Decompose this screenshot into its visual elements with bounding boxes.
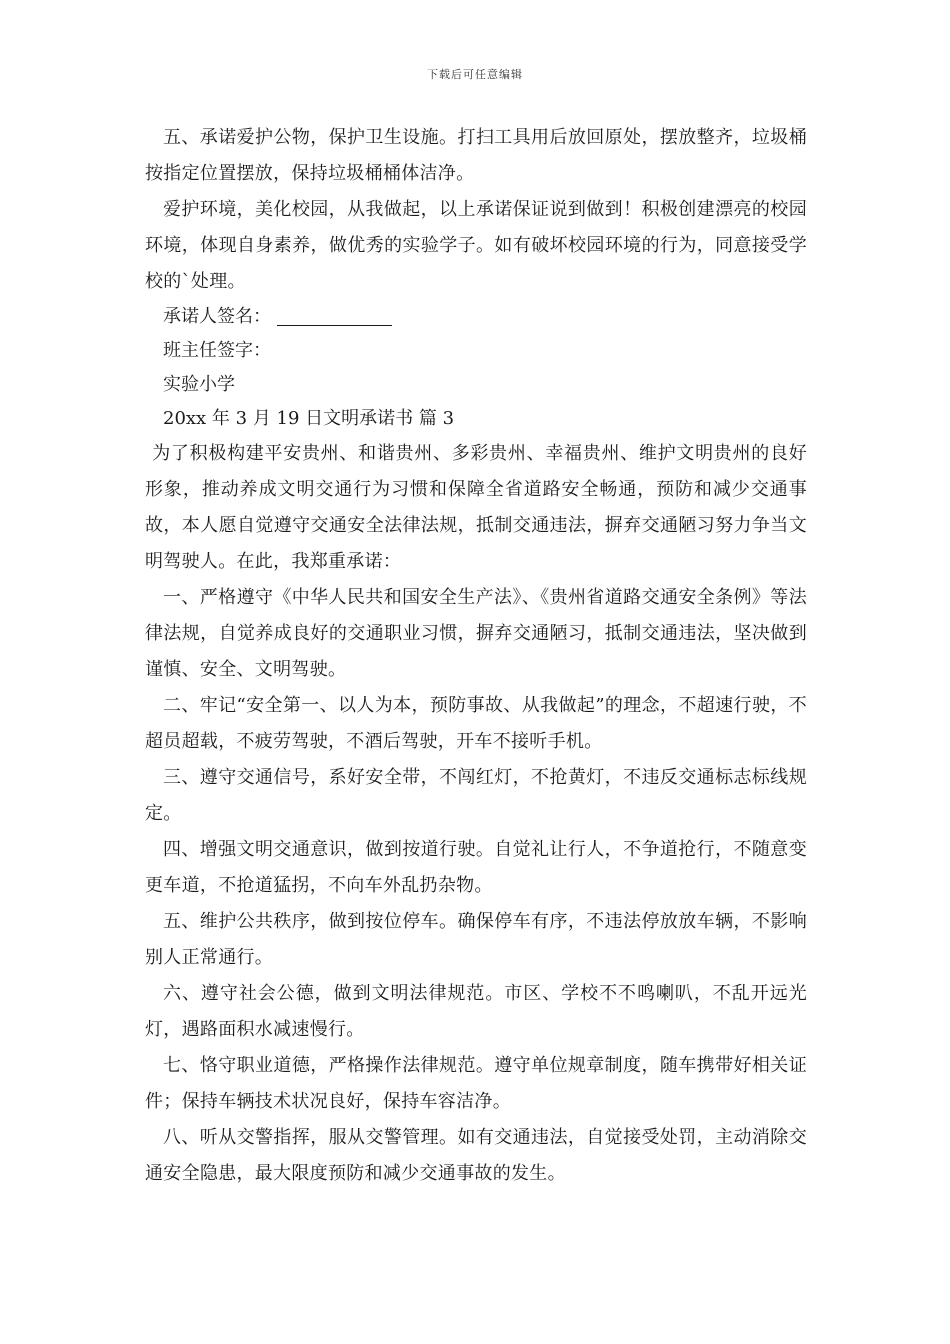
teacher-signature-label: 班主任签字： <box>163 340 271 361</box>
signature-blank <box>277 305 392 326</box>
commitment-item-3: 三、遵守交通信号，系好安全带，不闯红灯，不抢黄灯，不违反交通标志标线规定。 <box>145 767 807 824</box>
paragraph-closing: 爱护环境，美化校园，从我做起，以上承诺保证说到做到！积极创建漂亮的校园环境，体现自身素养，做优秀的实验学子。如有破坏校园环境的行为，同意接受学校的`处理。 <box>145 199 807 292</box>
commitment-item-2: 二、牢记“安全第一、以人为本，预防事故、从我做起”的理念，不超速行驶，不超员超载，不疲劳驾驶，不酒后驾驶，开车不接听手机。 <box>145 695 807 752</box>
signer-label: 承诺人签名： <box>163 306 271 327</box>
commitment-item-8: 八、听从交警指挥，服从交警管理。如有交通违法，自觉接受处罚，主动消除交通安全隐患，最大限度预防和减少交通事故的发生。 <box>145 1127 807 1184</box>
commitment-item-6: 六、遵守社会公德，做到文明法律规范。市区、学校不不鸣喇叭，不乱开远光灯，遇路面积水减速慢行。 <box>145 983 807 1040</box>
intro-paragraph: 为了积极构建平安贵州、和谐贵州、多彩贵州、幸福贵州、维护文明贵州的良好形象，推动养成文明交通行为习惯和保障全省道路安全畅通，预防和减少交通事故，本人愿自觉遵守交通安全法律法规，抵制交通违法，摒弃交通陋习努力争当文明驾驶人。在此，我郑重承诺： <box>145 443 807 572</box>
document-body <box>145 120 807 1192</box>
commitment-item-4: 四、增强文明交通意识，做到按道行驶。自觉礼让行人，不争道抢行，不随意变更车道，不抢道猛拐，不向车外乱扔杂物。 <box>145 839 807 896</box>
school-name: 实验小学 <box>163 374 235 395</box>
commitment-item-5: 五、维护公共秩序，做到按位停车。确保停车有序，不违法停放放车辆，不影响别人正常通行。 <box>145 911 807 968</box>
signer-row <box>145 300 807 334</box>
section-heading: 20xx 年 3 月 19 日文明承诺书 篇 3 <box>163 408 455 429</box>
commitment-item-1: 一、严格遵守《中华人民共和国安全生产法》、《贵州省道路交通安全条例》等法律法规，自觉养成良好的交通职业习惯，摒弃交通陋习，抵制交通违法，坚决做到谨慎、安全、文明驾驶。 <box>145 587 807 680</box>
paragraph-five: 五、承诺爱护公物，保护卫生设施。打扫工具用后放回原处，摆放整齐，垃圾桶按指定位置摆放，保持垃圾桶桶体洁净。 <box>145 127 807 184</box>
commitment-item-7: 七、恪守职业道德，严格操作法律规范。遵守单位规章制度，随车携带好相关证件；保持车辆技术状况良好，保持车容洁净。 <box>145 1055 807 1112</box>
download-note: 下载后可任意编辑 <box>427 68 523 81</box>
